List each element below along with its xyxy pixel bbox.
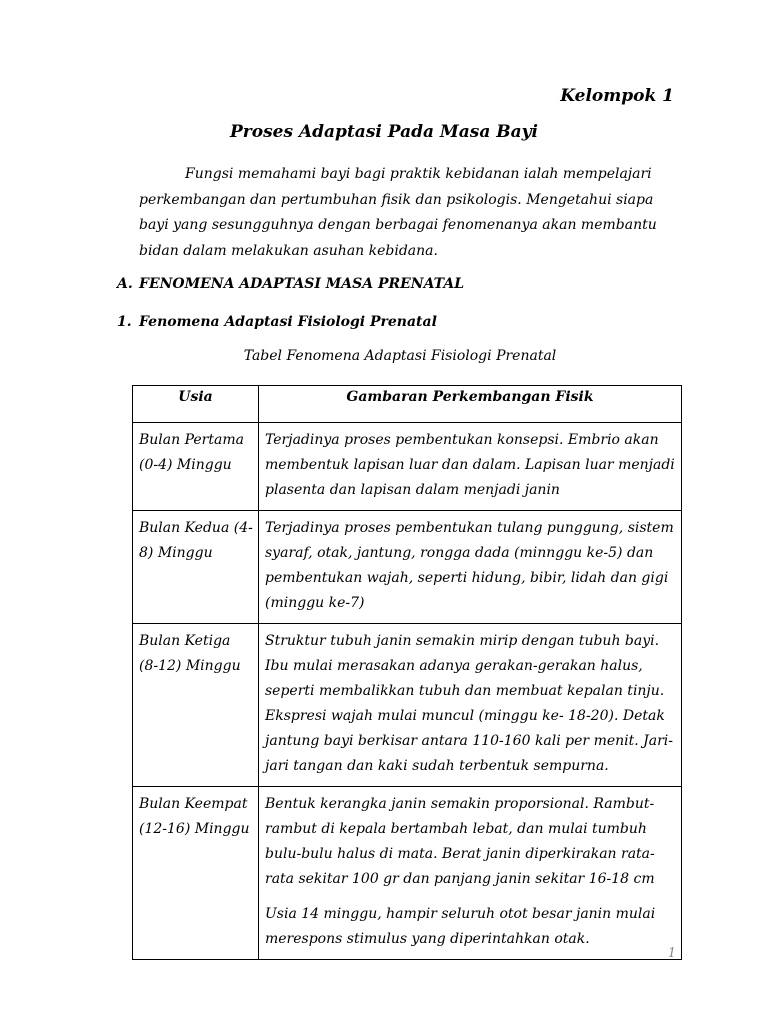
development-table xyxy=(132,385,682,960)
age-cell: Bulan Keempat (12-16) Minggu xyxy=(133,787,259,960)
description-text: Terjadinya proses pembentukan tulang punggung, sistem syaraf, otak, jantung, rongga dada (minnggu ke-5) dan pembentukan wajah, seperti hidung, bibir, lidah dan gigi (minggu ke-7) xyxy=(265,520,674,611)
table-caption: Tabel Fenomena Adaptasi Fisiologi Prenatal xyxy=(243,348,557,364)
age-cell: Bulan Ketiga (8-12) Minggu xyxy=(133,624,259,787)
description-cell xyxy=(259,624,682,787)
table-header-row xyxy=(133,386,682,423)
age-cell: Bulan Kedua (4-8) Minggu xyxy=(133,511,259,624)
section-a-heading xyxy=(117,276,464,292)
description-text: Usia 14 minggu, hampir seluruh otot besar janin mulai merespons stimulus yang diperintahkan otak. xyxy=(265,906,656,947)
description-cell xyxy=(259,423,682,511)
section-1-text: Fenomena Adaptasi Fisiologi Prenatal xyxy=(139,314,437,330)
description-text: Terjadinya proses pembentukan konsepsi. Embrio akan membentuk lapisan luar dan dalam. Lapisan luar menjadi plasenta dan lapisan dalam menjadi janin xyxy=(265,432,675,498)
age-cell: Bulan Pertama (0-4) Minggu xyxy=(133,423,259,511)
header-description: Gambaran Perkembangan Fisik xyxy=(259,386,682,423)
page-number: 1 xyxy=(667,946,676,961)
description-cell xyxy=(259,511,682,624)
section-a-text: FENOMENA ADAPTASI MASA PRENATAL xyxy=(139,276,465,292)
group-label: Kelompok 1 xyxy=(560,86,674,106)
table-row xyxy=(133,624,682,787)
description-text: Bentuk kerangka janin semakin proporsional. Rambut-rambut di kepala bertambah lebat, dan mulai tumbuh bulu-bulu halus di mata. Berat janin diperkirakan rata-rata sekitar 100 gr dan panjang janin sekitar 16-18 cm xyxy=(265,796,655,887)
table-row xyxy=(133,787,682,960)
header-age: Usia xyxy=(133,386,259,423)
description-text: Struktur tubuh janin semakin mirip dengan tubuh bayi. Ibu mulai merasakan adanya gerakan-gerakan halus, seperti membalikkan tubuh dan membuat kepalan tinju. Ekspresi wajah mulai muncul (minggu ke- 18-20). Detak jantung bayi berkisar antara 110-160 kali per menit. Jari-jari tangan dan kaki sudah terbentuk sempurna. xyxy=(265,633,674,774)
table-row xyxy=(133,423,682,511)
section-a-number: A. xyxy=(117,276,133,292)
description-cell xyxy=(259,787,682,960)
section-1-heading xyxy=(117,314,437,330)
intro-paragraph: Fungsi memahami bayi bagi praktik kebidanan ialah mempelajari perkembangan dan pertumbuhan fisik dan psikologis. Mengetahui siapa bayi yang sesungguhnya dengan berbagai fenomenanya akan membantu bidan dalam melakukan asuhan kebidana. xyxy=(139,166,657,259)
document-title: Proses Adaptasi Pada Masa Bayi xyxy=(230,122,538,142)
table-row xyxy=(133,511,682,624)
section-1-number: 1. xyxy=(117,314,132,330)
